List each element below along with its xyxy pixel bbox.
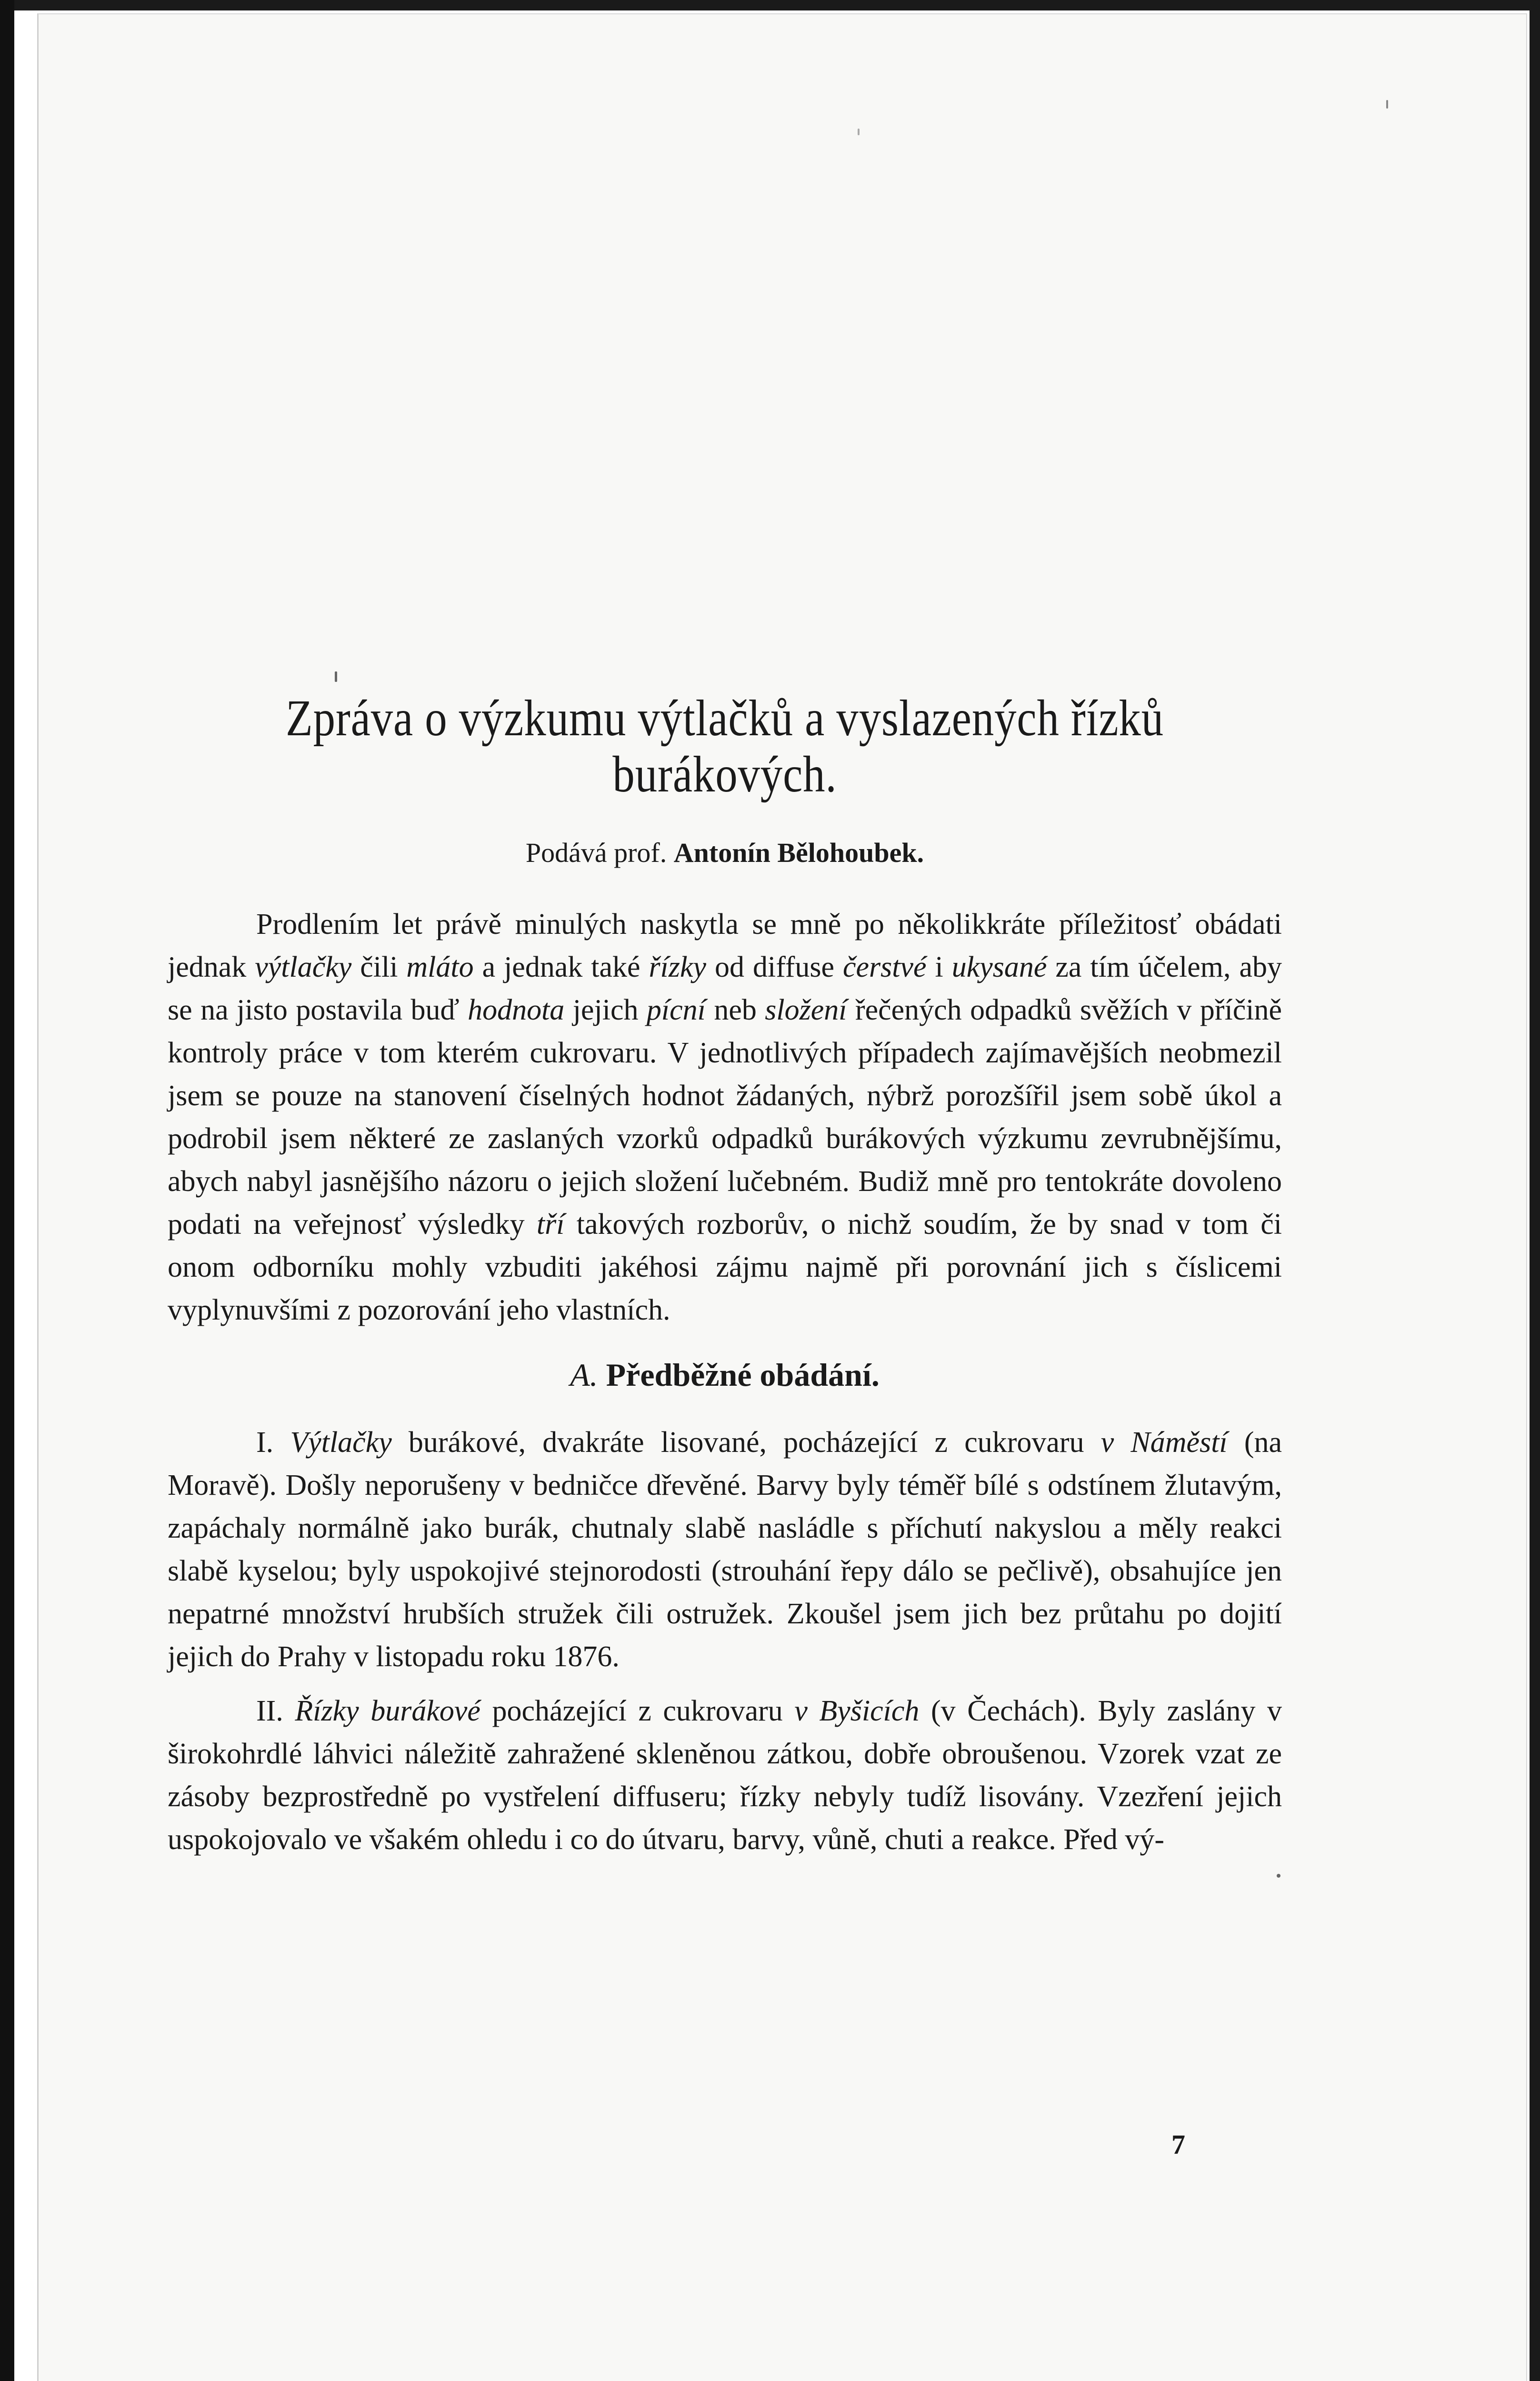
- text-run: burákové, dvakráte lisované, pocházející z cukrovaru: [391, 1426, 1101, 1459]
- italic-term: mláto: [406, 951, 474, 983]
- italic-term: tří: [536, 1208, 565, 1241]
- item-paragraph-2: [168, 1690, 1282, 1861]
- item-number: I.: [256, 1426, 274, 1459]
- text-run: i: [926, 951, 952, 983]
- ink-speck: [858, 129, 860, 135]
- ink-speck: [1386, 100, 1388, 109]
- italic-term: řízky: [649, 951, 707, 983]
- italic-term: ukysané: [951, 951, 1047, 983]
- article-title: Zpráva o výzkumu výtlačků a vyslazených řízků burákových.: [285, 690, 1164, 803]
- text-run: řečených odpadků svěžích v příčině kontroly práce v tom kterém cukrovaru. V jednotlivých případech zajímavějších neobmezil jsem se pouze na stanovení číselných hodnot žádaných, nýbrž porozšířil jsem sobě úkol a podrobil jsem některé ze zaslaných vzorků odpadků burákových výzkumu zevrubnějšímu, abych nabyl jasnějšího názoru o jejich složení lučebném. Budiž mně pro tentokráte dovoleno podati na veřejnosť výsledky: [168, 994, 1282, 1241]
- text-run: Prodlením let právě minulých naskytla se mně po několikkráte příležitosť obádati jednak: [168, 908, 1282, 983]
- italic-term: Řízky burákové: [295, 1695, 480, 1727]
- text-run: neb: [705, 994, 765, 1026]
- text-run: a jednak také: [473, 951, 649, 983]
- text-run: (na Moravě). Došly neporušeny v bedničce dřevěné. Barvy byly téměř bílé s odstínem žlutavým, zapáchaly normálně jako burák, chutnaly slabě nasládle s příchutí nakyslou a měly reakci slabě kyselou; byly uspokojivé stejnorodosti (strouhání řepy dálo se pečlivě), obsahujíce jen nepatrné množství hrubších stružek čili ostružek. Zkoušel jsem jich bez průtahu po dojití jejich do Prahy v listopadu roku 1876.: [168, 1426, 1282, 1673]
- section-letter: A.: [570, 1357, 598, 1393]
- italic-term: hodnota: [468, 994, 565, 1026]
- text-run: (v Čechách). Byly zaslány v širokohrdlé láhvici náležitě zahražené skleněnou zátkou, dobře obroušenou. Vzorek vzat ze zásoby bezprostředně po vystřelení diffuseru; řízky nebyly tudíž lisovány. Vzezření jejich uspokojovalo ve všakém ohledu i co do útvaru, barvy, vůně, chuti a reakce. Před vý-: [168, 1695, 1282, 1856]
- italic-term: výtlačky: [255, 951, 352, 983]
- text-run: za tím účelem, aby se na jisto postavila buď: [168, 951, 1282, 1026]
- italic-term: čerstvé: [843, 951, 927, 983]
- article: [168, 690, 1282, 1861]
- paragraph-gap: [168, 1678, 1282, 1690]
- section-title: Předběžné obádání.: [606, 1357, 880, 1393]
- text-run: pocházející z cukrovaru: [480, 1695, 795, 1727]
- italic-term: Výtlačky: [290, 1426, 392, 1459]
- italic-term: v Byšicích: [794, 1695, 920, 1727]
- text-run: takových rozborův, o nichž soudím, že by snad v tom či onom odborníku mohly vzbuditi jakéhosi zájmu najmě při porovnání jich s číslicemi vyplynuvšími z pozorování jeho vlastních.: [168, 1208, 1282, 1326]
- item-paragraph-1: [168, 1421, 1282, 1678]
- byline-prefix: Podává prof.: [525, 837, 667, 868]
- italic-term: pícní: [646, 994, 706, 1026]
- ink-speck: [335, 671, 337, 682]
- intro-paragraph: [168, 903, 1282, 1331]
- byline: [168, 836, 1282, 870]
- byline-author: Antonín Bělohoubek.: [673, 837, 924, 868]
- section-heading-a: [168, 1353, 1282, 1396]
- page-number: 7: [1171, 2129, 1185, 2160]
- ink-speck: [1277, 1874, 1280, 1878]
- italic-term: v Náměstí: [1100, 1426, 1228, 1459]
- text-run: od diffuse: [706, 951, 843, 983]
- item-number: II.: [256, 1695, 283, 1727]
- italic-term: složení: [765, 994, 847, 1026]
- scan-border-right: [1530, 0, 1540, 2381]
- text-run: jejich: [564, 994, 647, 1026]
- scan-border-left: [0, 0, 14, 2381]
- text-run: čili: [351, 951, 407, 983]
- scan-border-top: [0, 0, 1540, 10]
